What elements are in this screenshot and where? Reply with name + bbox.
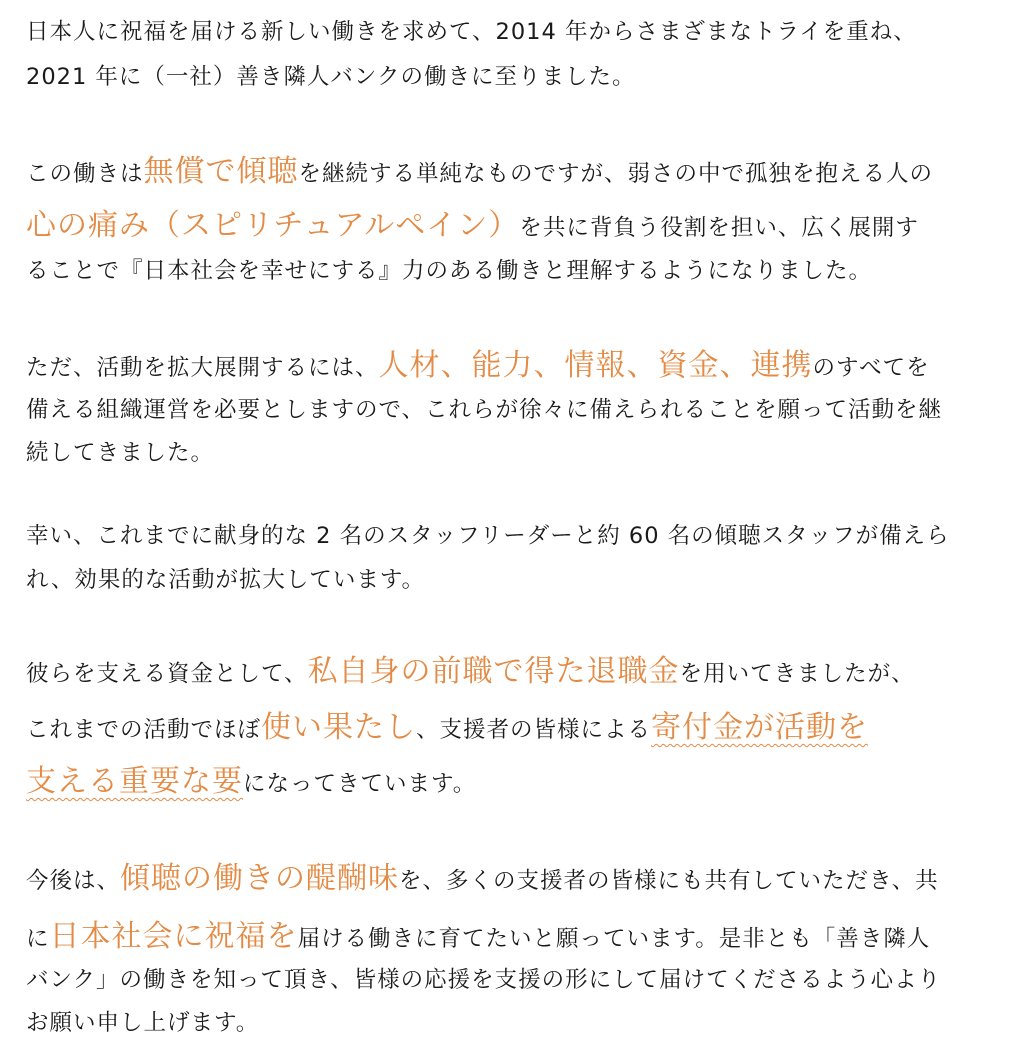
text-segment: ただ、活動を拡大展開するには、 — [26, 355, 379, 381]
paragraph-line — [26, 911, 930, 955]
paragraph-line: お願い申し上げます。 — [26, 1010, 260, 1036]
highlight-phrase: 人材、能力、情報、資金、連携 — [378, 348, 813, 383]
text-segment: を用いてきましたが、 — [679, 661, 915, 687]
text-segment: を継続する単純なものですが、弱さの中で孤独を抱える人の — [298, 161, 934, 187]
paragraph-line — [26, 702, 868, 746]
text-segment: に — [26, 926, 50, 952]
paragraph-line: ることで『日本社会を幸せにする』力のある働きと理解するようになりました。 — [26, 258, 873, 284]
paragraph-line — [26, 200, 919, 244]
text-segment: これまでの活動でほぼ — [26, 717, 262, 743]
paragraph-line — [26, 756, 476, 800]
highlight-phrase: 使い果たし — [261, 710, 417, 745]
paragraph-line: 2021 年に（一社）善き隣人バンクの働きに至りました。 — [26, 64, 636, 90]
text-segment: のすべてを — [812, 355, 930, 381]
paragraph-line — [26, 146, 933, 190]
text-segment: 彼らを支える資金として、 — [26, 661, 308, 687]
highlight-phrase: 心の痛み（スピリチュアルペイン） — [26, 208, 520, 243]
highlight-phrase: 無償で傾聴 — [143, 154, 299, 189]
text-segment: を共に背負う役割を担い、広く展開す — [519, 215, 919, 241]
paragraph-line: 続してきました。 — [26, 440, 215, 466]
text-segment: 、支援者の皆様による — [416, 717, 652, 743]
paragraph-line — [26, 340, 930, 384]
paragraph-line: 備える組織運営を必要としますので、これらが徐々に備えられることを願って活動を継 — [26, 397, 943, 423]
paragraph-line: 日本人に祝福を届ける新しい働きを求めて、2014 年からさまざまなトライを重ね、 — [26, 19, 917, 45]
text-segment: 届ける働きに育てたいと願っています。是非とも「善き隣人 — [297, 926, 931, 952]
paragraph-line: バンク」の働きを知って頂き、皆様の応援を支援の形にして届けてくださるよう心より — [26, 967, 942, 993]
paragraph-line: 幸い、これまでに献身的な 2 名のスタッフリーダーと約 60 名の傾聴スタッフが備えら — [26, 523, 950, 549]
highlight-phrase: 私自身の前職で得た退職金 — [307, 654, 680, 689]
paragraph-line: れ、効果的な活動が拡大しています。 — [26, 567, 426, 593]
text-segment: になってきています。 — [243, 771, 477, 797]
highlight-phrase: 日本社会に祝福を — [49, 919, 298, 954]
highlight-phrase-wavy: 支える重要な要 — [26, 764, 243, 799]
highlight-phrase: 傾聴の働きの醍醐味 — [120, 861, 400, 896]
paragraph-line — [26, 646, 915, 690]
text-segment: 今後は、 — [26, 868, 121, 894]
paragraph-line — [26, 853, 939, 897]
text-segment: この働きは — [26, 161, 144, 187]
highlight-phrase-wavy: 寄付金が活動を — [651, 710, 869, 745]
text-segment: を、多くの支援者の皆様にも共有していただき、共 — [399, 868, 939, 894]
